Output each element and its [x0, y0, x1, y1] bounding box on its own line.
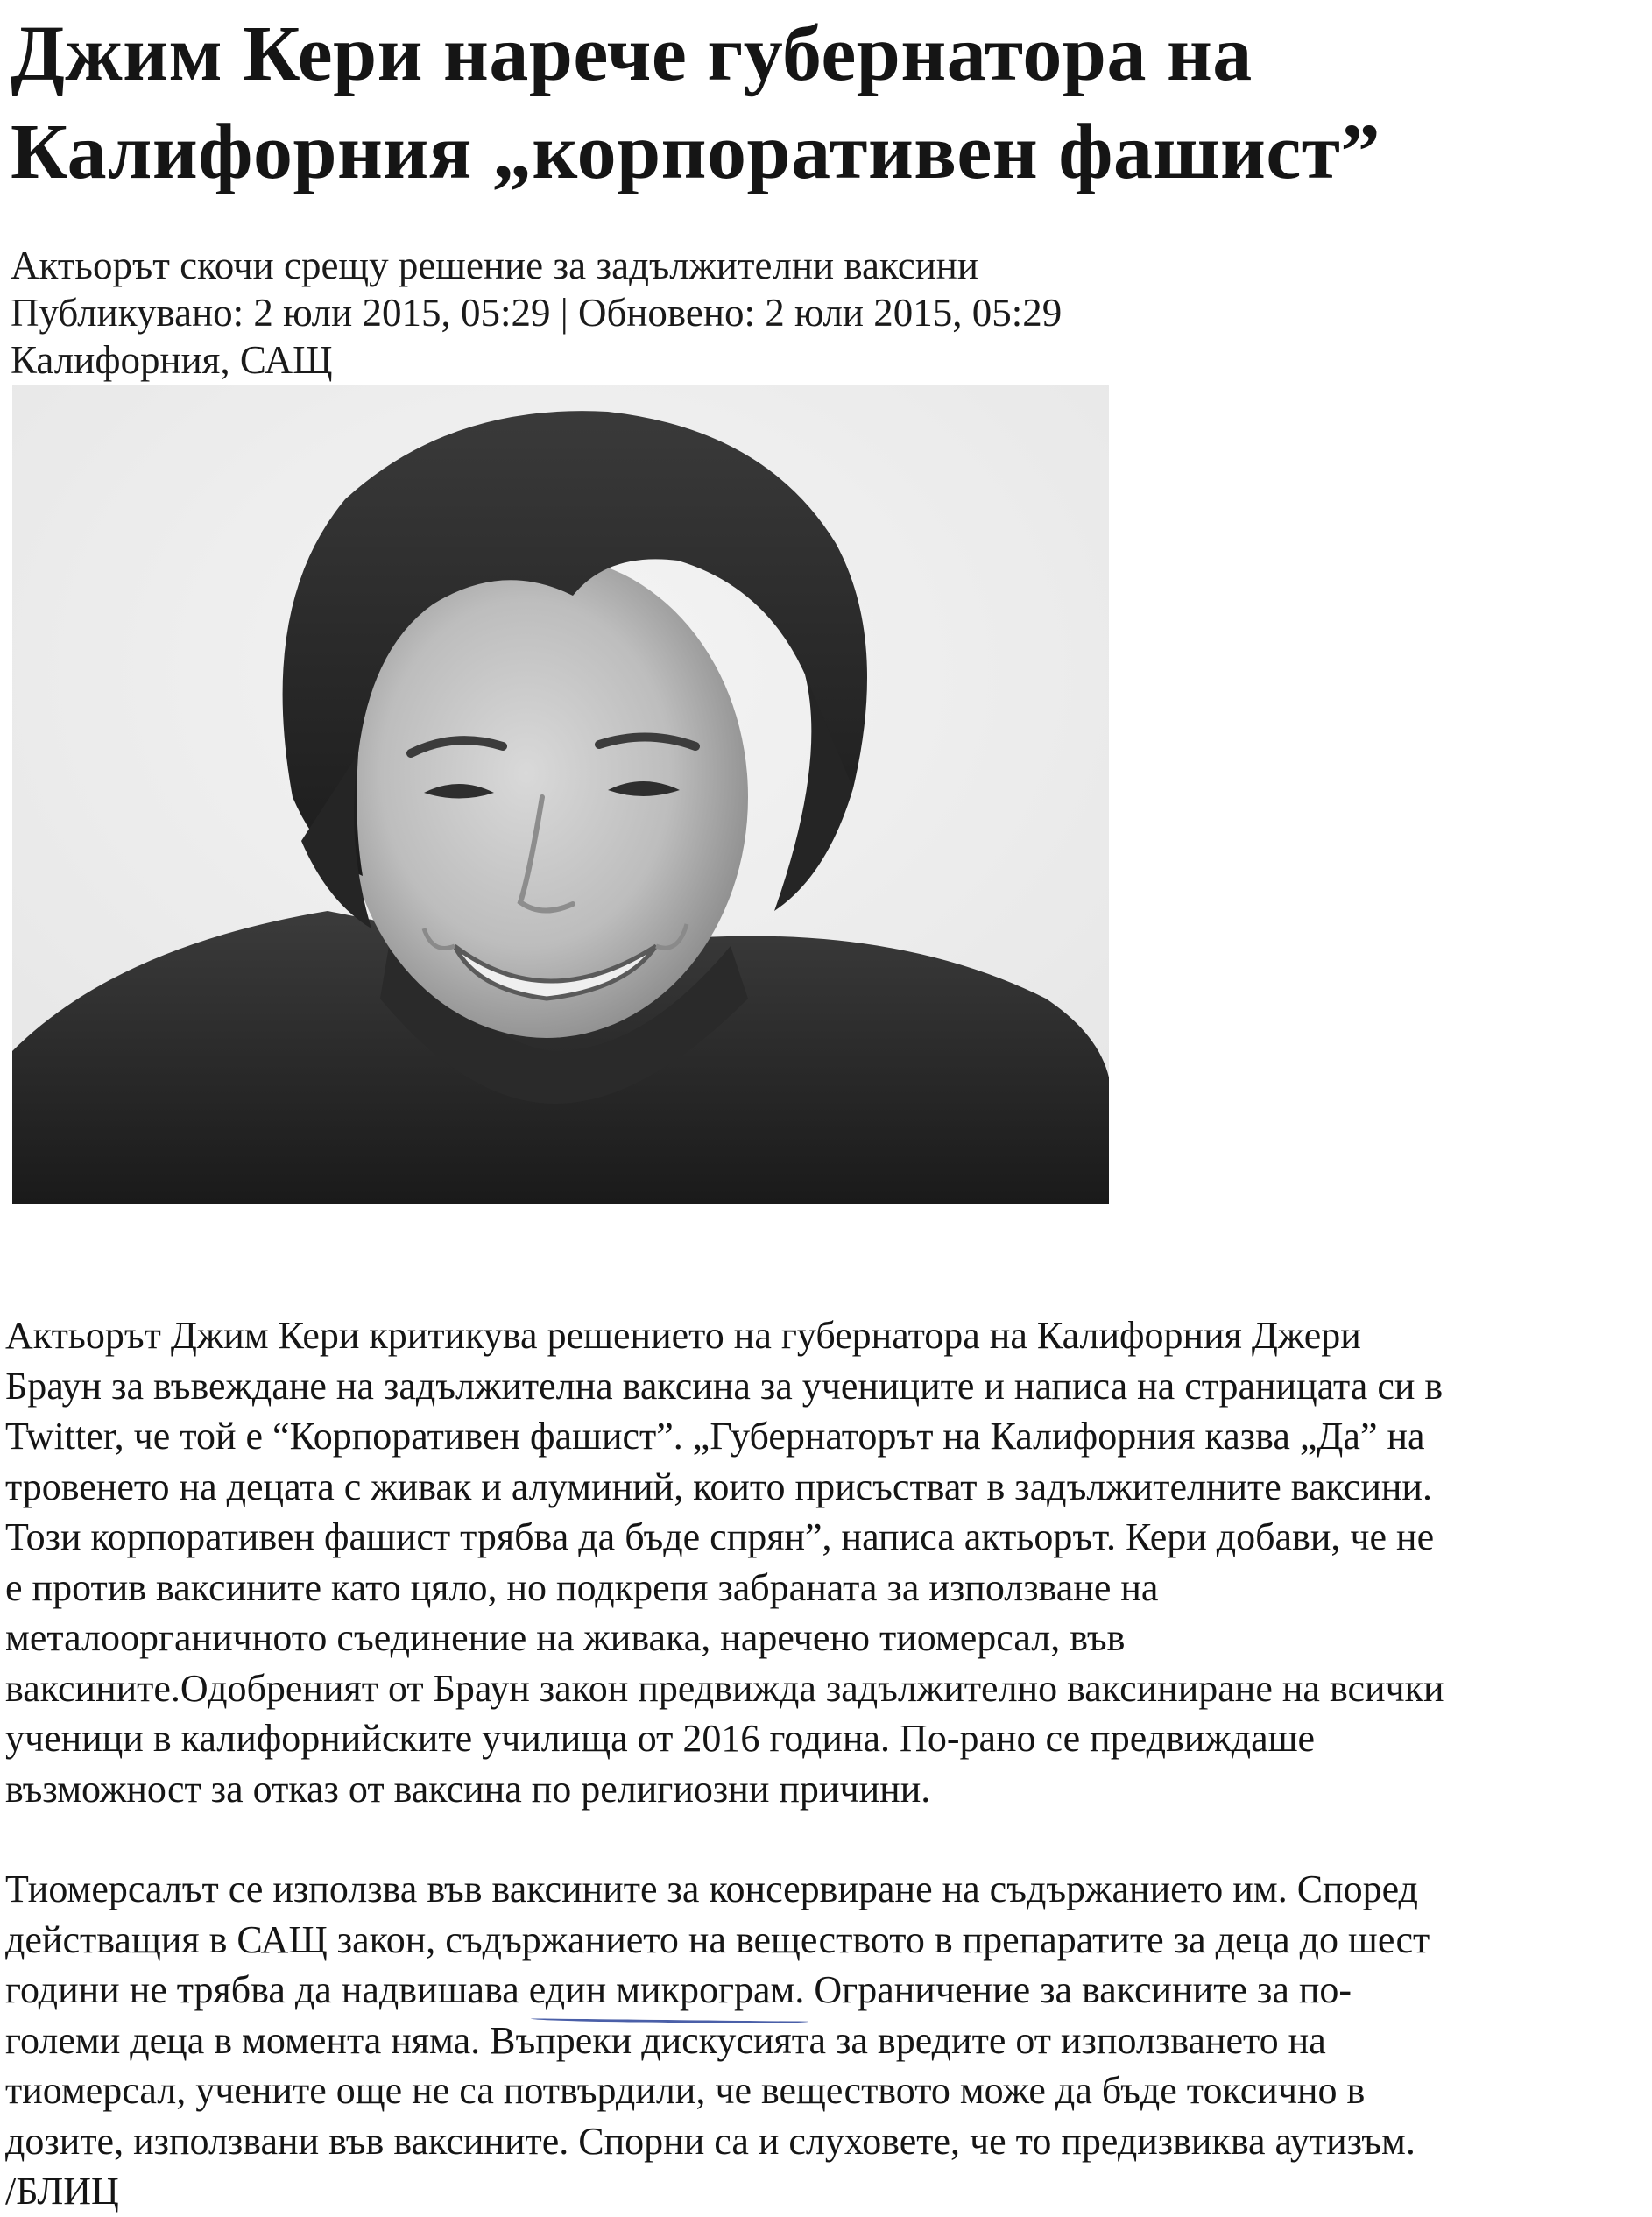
- paragraph-1-line: Браун за въвеждане на задължителна ваксина за учениците и написа на страницата си в: [5, 1364, 1444, 1408]
- article-subtitle: Актьорът скочи срещу решение за задължителни ваксини: [11, 244, 978, 287]
- published-dates: Публикувано: 2 юли 2015, 05:29 | Обновено: 2 юли 2015, 05:29: [11, 291, 1063, 335]
- article-headline: [11, 5, 1622, 201]
- paragraph-2-line: [5, 1965, 1652, 2016]
- paragraph-1-line: Twitter, че той е “Корпоративен фашист”. „Губернаторът на Калифорния казва „Да” на: [5, 1415, 1425, 1458]
- paragraph-1-line: възможност за отказ от ваксина по религиозни причини.: [5, 1767, 931, 1811]
- paragraph-1-line: металоорганичното съединение на живака, наречено тиомерсал, във: [5, 1616, 1126, 1659]
- paragraph-2-line: Тиомерсалът се използва във ваксините за консервиране на съдържанието им. Според: [5, 1868, 1418, 1910]
- paragraph-1-line: ученици в калифорнийските училища от 2016 година. По-рано се предвиждаше: [5, 1717, 1316, 1760]
- paragraph-1-line: тровенето на децата с живак и алуминий, които присъстват в задължителните ваксини.: [5, 1465, 1432, 1508]
- paragraph-2-text-before: години не трябва да надвишава: [5, 1968, 529, 2011]
- article-photo-portrait: [12, 385, 1109, 1204]
- paragraph-2-line: /БЛИЦ: [5, 2170, 119, 2213]
- paragraph-1-line: ваксините.Одобреният от Браун закон предвижда задължително ваксиниране на всички: [5, 1666, 1444, 1710]
- article-meta: [11, 242, 1062, 384]
- headline-line-2: Калифорния „корпоративен фашист”: [11, 109, 1380, 195]
- article-paragraph-2: [5, 1864, 1652, 2217]
- article-paragraph-1: [5, 1310, 1652, 1814]
- paragraph-1-line: Актьорът Джим Кери критикува решението на губернатора на Калифорния Джери: [5, 1314, 1361, 1357]
- paragraph-2-line: действащия в САЩ закон, съдържанието на веществото в препаратите за деца до шест: [5, 1917, 1430, 1961]
- pen-underlined-phrase: един микрограм.: [529, 1965, 805, 2016]
- article-body: [5, 1310, 1652, 2217]
- headline-line-1: Джим Кери нарече губернатора на: [11, 11, 1253, 97]
- paragraph-1-line: Този корпоративен фашист трябва да бъде спрян”, написа актьорът. Кери добави, че не: [5, 1515, 1435, 1558]
- paragraph-2-text-after: Ограничение за ваксините за по-: [804, 1968, 1352, 2011]
- paragraph-2-line: големи деца в момента няма. Въпреки дискусията за вредите от използването на: [5, 2018, 1326, 2062]
- paragraph-2-line: дозите, използвани във ваксините. Спорни са и слуховете, че то предизвиква аутизъм.: [5, 2119, 1415, 2163]
- dateline-location: Калифорния, САЩ: [11, 338, 333, 382]
- paragraph-1-line: е против ваксините като цяло, но подкрепя забраната за използване на: [5, 1565, 1159, 1609]
- paragraph-2-line: тиомерсал, учените още не са потвърдили, че веществото може да бъде токсично в: [5, 2069, 1366, 2112]
